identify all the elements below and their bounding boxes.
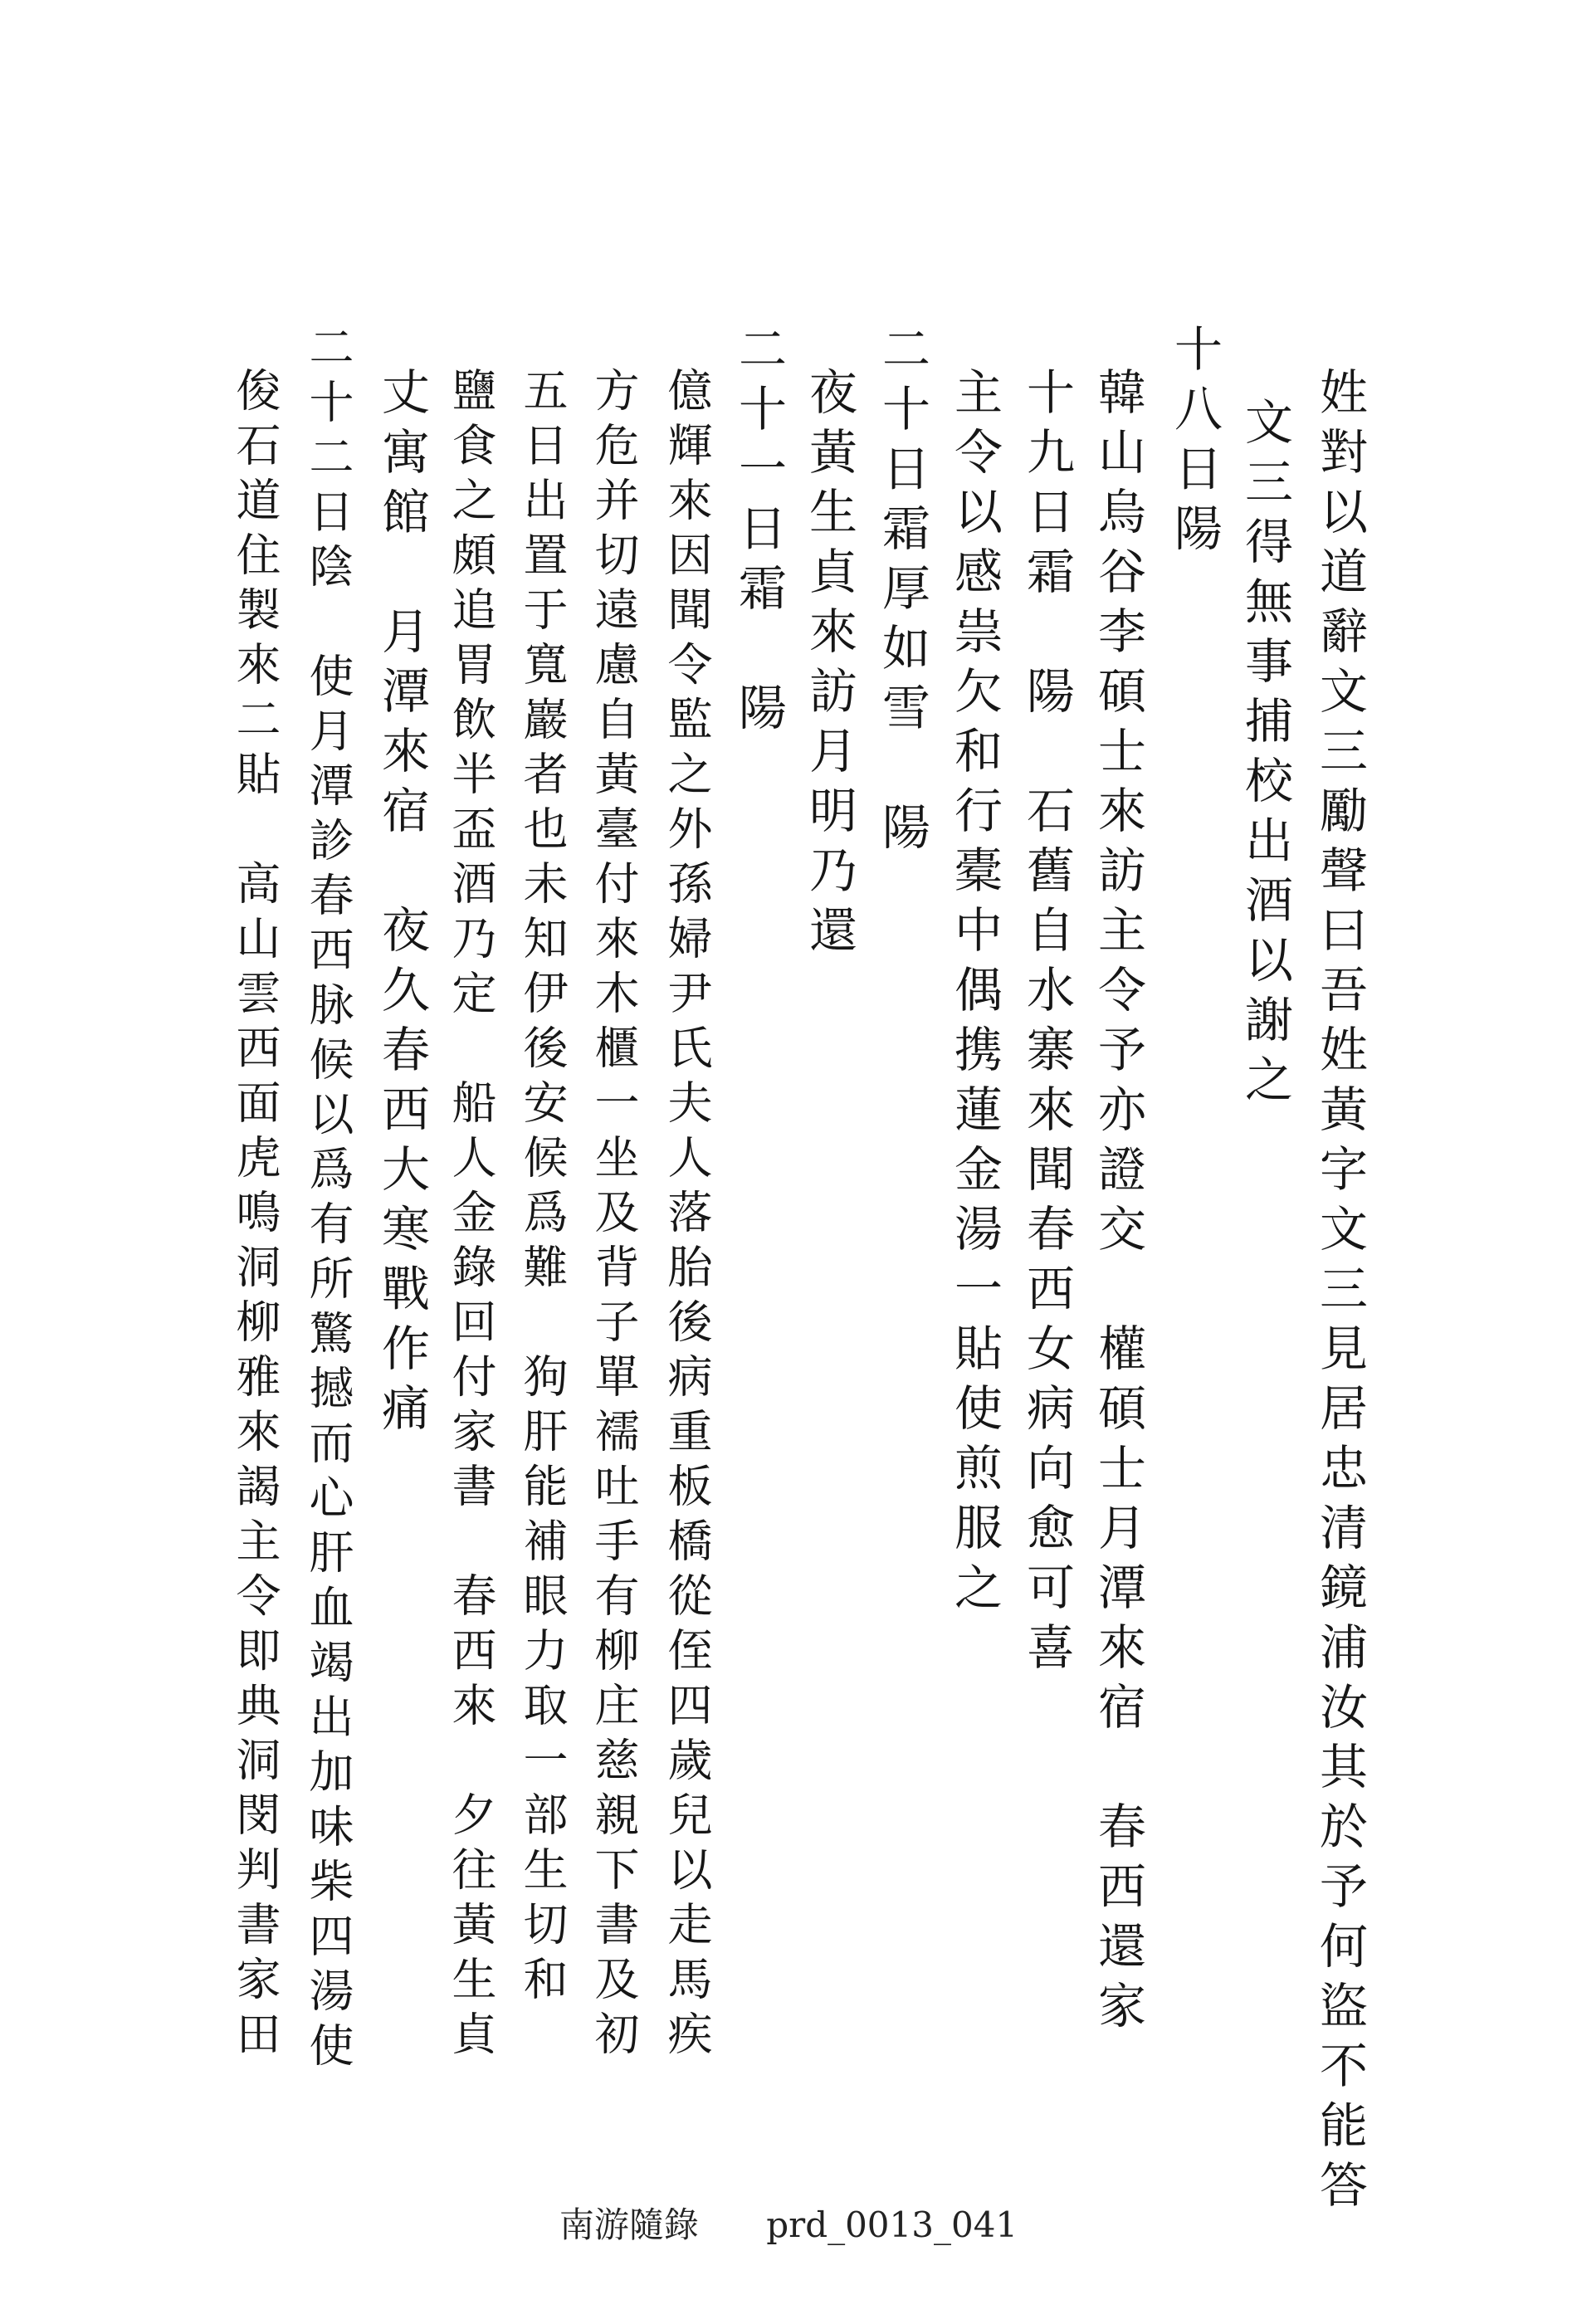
text-column-3: 十八日陽 xyxy=(1166,324,1223,563)
text-column-6: 主令以感祟欠和行橐中偶携蓮金湯一貼使煎服之 xyxy=(946,367,1003,1622)
text-column-10: 億輝來因聞令監之外孫婦尹氏夫人落胎後病重板橋從侄四歲兒以走馬疾 xyxy=(661,367,713,2065)
text-column-1: 姓對以道辭文三勵聲曰吾姓黃字文三見居忠清鏡浦汝其於予何盜不能答 xyxy=(1311,367,1368,2219)
text-column-4: 韓山烏谷李碩士來訪主令予亦證交 權碩士月潭來宿 春西還家 xyxy=(1090,367,1146,2040)
text-column-12: 五日出置于寬巖者也未知伊後安候爲難 狗肝能補眼力取一部生切和 xyxy=(516,367,569,2010)
page-identifier: prd_0013_041 xyxy=(766,2204,1018,2245)
text-column-11: 方危并切遠慮自黃臺付來木櫃一坐及背子單襦吐手有柳庄慈親下書及初 xyxy=(588,367,640,2065)
text-column-8: 夜黃生貞來訪月明乃還 xyxy=(801,367,857,964)
book-title: 南游隨錄 xyxy=(559,2204,699,2245)
text-column-2: 文三得無事捕校出酒以謝之 xyxy=(1237,397,1293,1114)
text-column-14: 丈寓館 月潭來宿 夜久春西大寒戰作痛 xyxy=(374,367,430,1443)
text-column-15: 二十二日陰 使月潭診春西脉候以爲有所驚撼而心肝血竭出加味柴四湯使 xyxy=(302,324,354,2077)
page-footer xyxy=(0,2198,1577,2248)
text-column-7: 二十日霜厚如雪 陽 xyxy=(874,324,930,862)
text-column-5: 十九日霜 陽 石舊自水寨來聞春西女病向愈可喜 xyxy=(1018,367,1075,1682)
text-column-9: 二十一日霜 陽 xyxy=(730,324,787,742)
text-column-16: 俊石道住製來二貼 高山雲西面虎鳴洞柳雅來謁主令即典洞閔判書家田 xyxy=(229,367,281,2065)
text-column-13: 鹽食之頗追胃飲半盃酒乃定 船人金錄回付家書 春西來 夕往黃生貞 xyxy=(445,367,497,2065)
